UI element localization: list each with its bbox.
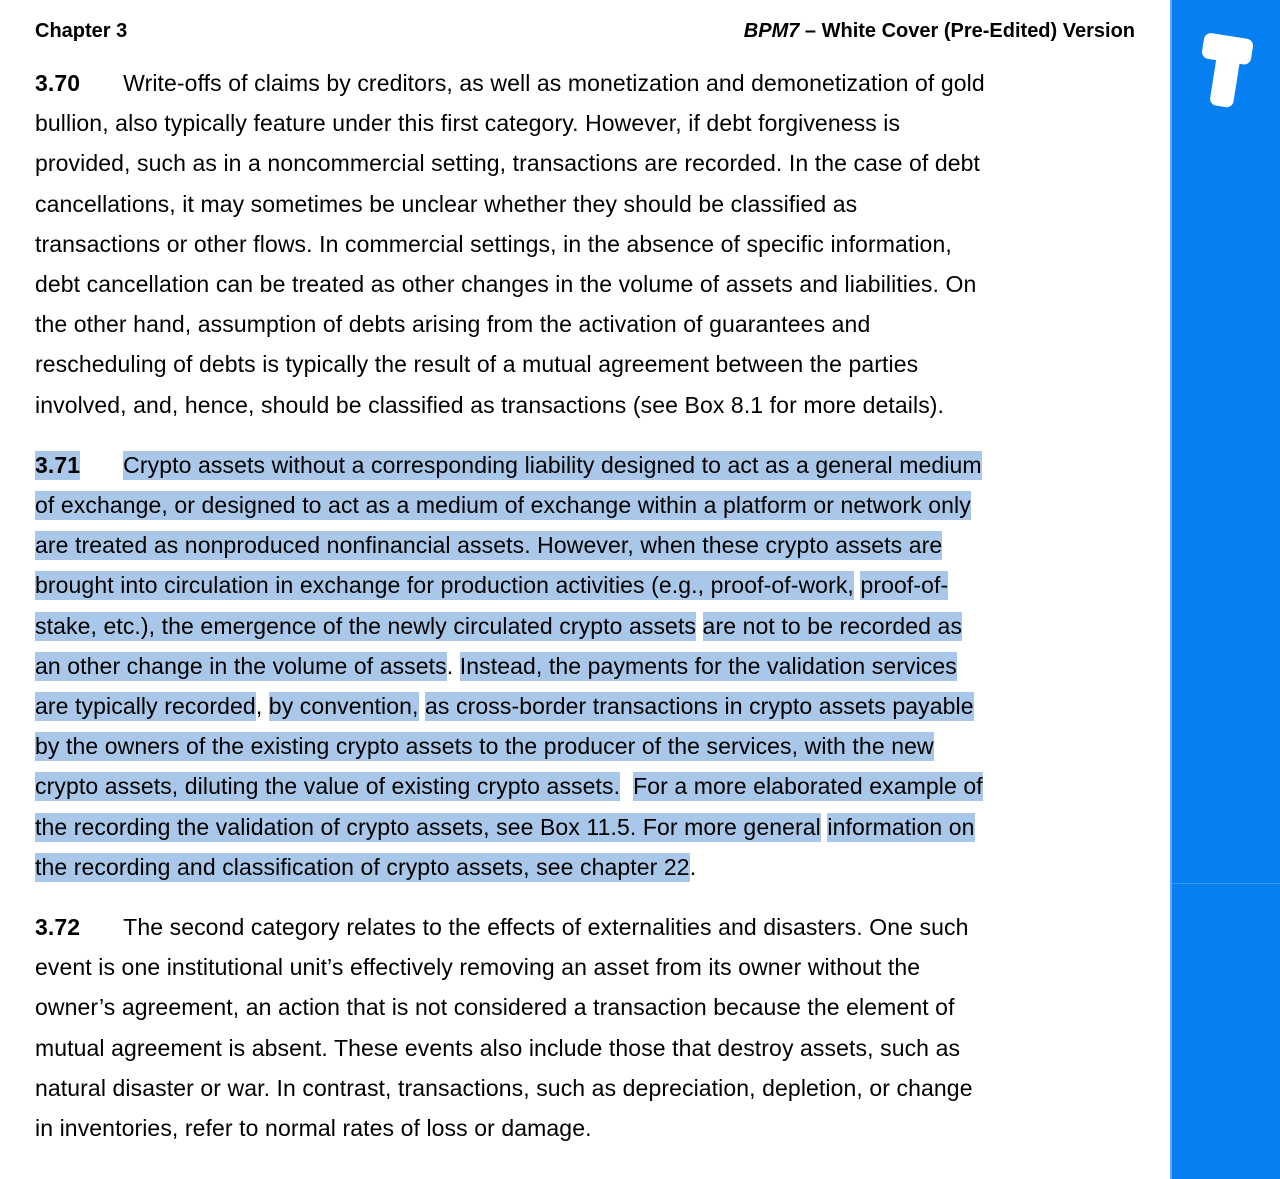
highlighted-text: information on: [827, 813, 975, 840]
text-line: [35, 646, 1135, 686]
highlighted-text: are not to be recorded as: [702, 612, 963, 639]
highlighted-text: by convention,: [268, 693, 419, 720]
highlighted-text: the recording and classification of crypto assets, see chapter 22: [35, 853, 690, 880]
text-line: [35, 726, 1135, 766]
text-line: [35, 807, 1135, 847]
text-line: [35, 264, 1135, 304]
highlighted-text: as cross-border transactions in crypto assets payable: [425, 693, 974, 720]
body-text: debt cancellation can be treated as other changes in the volume of assets and liabilities. On: [35, 271, 977, 298]
text-line: [35, 1068, 1135, 1108]
text-line: [35, 184, 1135, 224]
text-line: [35, 445, 1135, 485]
highlighted-text: crypto assets, diluting the value of existing crypto assets.: [35, 773, 621, 800]
text-line: [35, 987, 1135, 1027]
body-text: .: [446, 652, 460, 679]
highlighted-text: stake, etc.), the emergence of the newly circulated crypto assets: [35, 612, 697, 639]
text-line: [35, 947, 1135, 987]
highlighted-text: Crypto assets without a corresponding liability designed to act as a general medium: [123, 451, 982, 478]
highlighted-text: are treated as nonproduced nonfinancial assets. However, when these crypto assets are: [35, 532, 943, 559]
highlighted-text: are typically recorded: [35, 693, 256, 720]
body-text: provided, such as in a noncommercial setting, transactions are recorded. In the case of debt: [35, 150, 981, 177]
body-text: [620, 773, 633, 799]
highlighted-text: proof-of-: [860, 572, 949, 599]
text-line: [35, 385, 1135, 425]
highlighted-text: 3.71: [35, 451, 81, 478]
body-text: transactions or other flows. In commercial settings, in the absence of specific information,: [35, 230, 952, 257]
body-text: bullion, also typically feature under this first category. However, if debt forgiveness is: [35, 110, 901, 137]
text-line: [35, 525, 1135, 565]
body-text: involved, and, hence, should be classified as transactions (see Box 8.1 for more details).: [35, 391, 945, 418]
highlighted-text: Instead, the payments for the validation services: [459, 652, 957, 679]
page-header: [35, 18, 1135, 45]
body-text: Write-offs of claims by creditors, as well as monetization and demonetization of gold: [123, 70, 985, 96]
body-text: .: [689, 853, 697, 880]
text-line: [35, 565, 1135, 605]
text-line: [35, 766, 1135, 806]
paragraph-3.70: [35, 63, 1135, 425]
body-text: [696, 613, 703, 639]
body-text: owner’s agreement, an action that is not considered a transaction because the element of: [35, 994, 955, 1021]
paragraph-number: 3.70: [35, 70, 81, 96]
text-line: [35, 485, 1135, 525]
paragraph-number: 3.72: [35, 914, 81, 941]
highlighted-text: an other change in the volume of assets: [35, 652, 447, 679]
highlighted-text: brought into circulation in exchange for production activities (e.g., proof-of-work,: [35, 572, 854, 599]
body-text: natural disaster or war. In contrast, transactions, such as depreciation, depletion, or change: [35, 1074, 973, 1101]
text-line: [35, 224, 1135, 264]
text-line: [35, 304, 1135, 344]
t-logo-icon[interactable]: [1192, 29, 1255, 112]
body-text: event is one institutional unit’s effectively removing an asset from its owner without the: [35, 954, 921, 981]
body-text: The second category relates to the effects of externalities and disasters. One such: [123, 914, 969, 941]
text-line: [35, 907, 1135, 947]
highlighted-text: For a more elaborated example of: [633, 773, 983, 800]
text-line: [35, 143, 1135, 183]
doc-title-acronym: BPM7: [743, 20, 800, 42]
body-text: ,: [255, 693, 269, 720]
sidebar-divider: [1172, 883, 1280, 884]
doc-title: [744, 18, 1135, 45]
text-line: [35, 847, 1135, 887]
body-text: rescheduling of debts is typically the result of a mutual agreement between the parties: [35, 351, 919, 378]
text-line: [35, 1108, 1135, 1148]
highlighted-text: by the owners of the existing crypto assets to the producer of the services, with the new: [35, 733, 934, 760]
app-sidebar: [1170, 0, 1280, 1179]
doc-title-suffix: – White Cover (Pre-Edited) Version: [799, 20, 1135, 42]
paragraph-3.71: [35, 445, 1135, 887]
text-line: [35, 63, 1135, 103]
highlighted-text: the recording the validation of crypto assets, see Box 11.5. For more general: [35, 813, 821, 840]
text-line: [35, 686, 1135, 726]
paragraph-3.72: [35, 907, 1135, 1148]
text-line: [35, 1028, 1135, 1068]
highlighted-text: of exchange, or designed to act as a medium of exchange within a platform or network only: [35, 492, 971, 519]
text-line: [35, 606, 1135, 646]
body-text: cancellations, it may sometimes be unclear whether they should be classified as: [35, 190, 858, 217]
text-line: [35, 103, 1135, 143]
body-text: in inventories, refer to normal rates of loss or damage.: [35, 1115, 592, 1142]
body-text: the other hand, assumption of debts arising from the activation of guarantees and: [35, 311, 871, 338]
body-text: mutual agreement is absent. These events also include those that destroy assets, such as: [35, 1034, 961, 1061]
chapter-label: Chapter 3: [35, 20, 128, 42]
document-body: [35, 63, 1135, 1148]
text-line: [35, 344, 1135, 384]
